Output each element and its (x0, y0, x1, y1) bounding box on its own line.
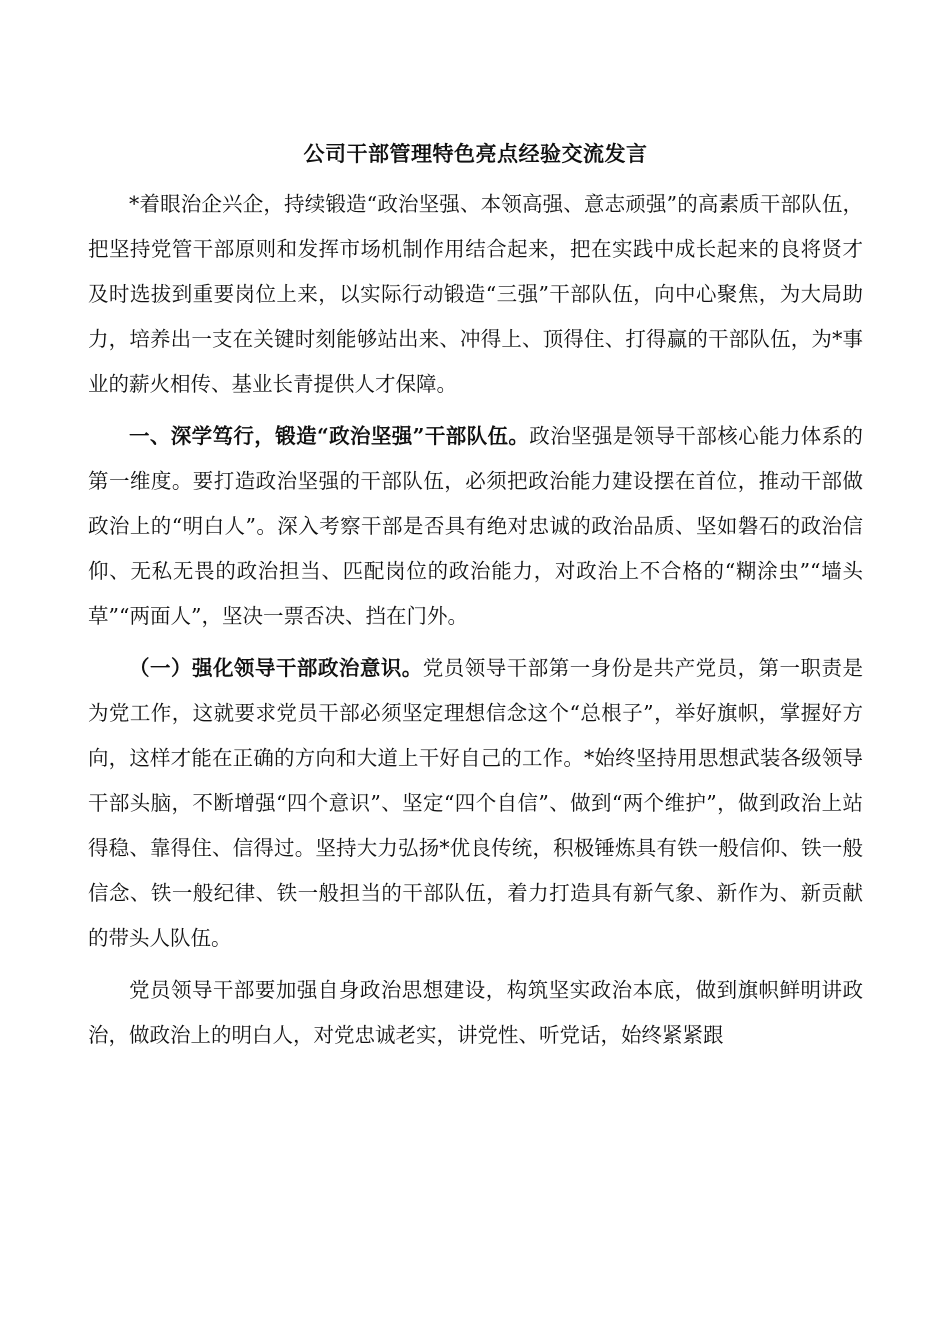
paragraph-intro (88, 182, 863, 407)
paragraph-subsection-one (88, 646, 863, 961)
document-page (88, 136, 863, 1065)
paragraph-text: 党员领导干部第一身份是共产党员，第一职责是为党工作，这就要求党员干部必须坚定理想信念这个“总根子”，举好旗帜，掌握好方向，这样才能在正确的方向和大道上干好自己的工作。*始终坚持用思想武装各级领导干部头脑，不断增强“四个意识”、坚定“四个自信”、做到“两个维护”，做到政治上站得稳、靠得住、信得过。坚持大力弘扬*优良传统，积极锤炼具有铁一般信仰、铁一般信念、铁一般纪律、铁一般担当的干部队伍，着力打造具有新气象、新作为、新贡献的带头人队伍。 (88, 656, 864, 950)
paragraph-continuation (88, 968, 863, 1058)
paragraph-text: 党员领导干部要加强自身政治思想建设，构筑坚实政治本底，做到旗帜鲜明讲政治，做政治上的明白人，对党忠诚老实，讲党性、听党话，始终紧紧跟 (88, 978, 863, 1047)
paragraph-text: *着眼治企兴企，持续锻造“政治坚强、本领高强、意志顽强”的高素质干部队伍，把坚持党管干部原则和发挥市场机制作用结合起来，把在实践中成长起来的良将贤才及时选拔到重要岗位上来，以实际行动锻造“三强”干部队伍，向中心聚焦，为大局助力，培养出一支在关键时刻能够站出来、冲得上、顶得住、打得赢的干部队伍，为*事业的薪火相传、基业长青提供人才保障。 (88, 192, 863, 396)
paragraph-text: 政治坚强是领导干部核心能力体系的第一维度。要打造政治坚强的干部队伍，必须把政治能力建设摆在首位，推动干部做政治上的“明白人”。深入考察干部是否具有绝对忠诚的政治品质、坚如磐石的政治信仰、无私无畏的政治担当、匹配岗位的政治能力，对政治上不合格的“糊涂虫”“墙头草”“两面人”，坚决一票否决、挡在门外。 (88, 424, 863, 628)
subsection-heading: （一）强化领导干部政治意识。 (129, 656, 423, 680)
section-heading: 一、深学笃行，锻造“政治坚强”干部队伍。 (129, 424, 530, 448)
paragraph-section-one (88, 414, 863, 639)
document-title: 公司干部管理特色亮点经验交流发言 (303, 141, 648, 166)
